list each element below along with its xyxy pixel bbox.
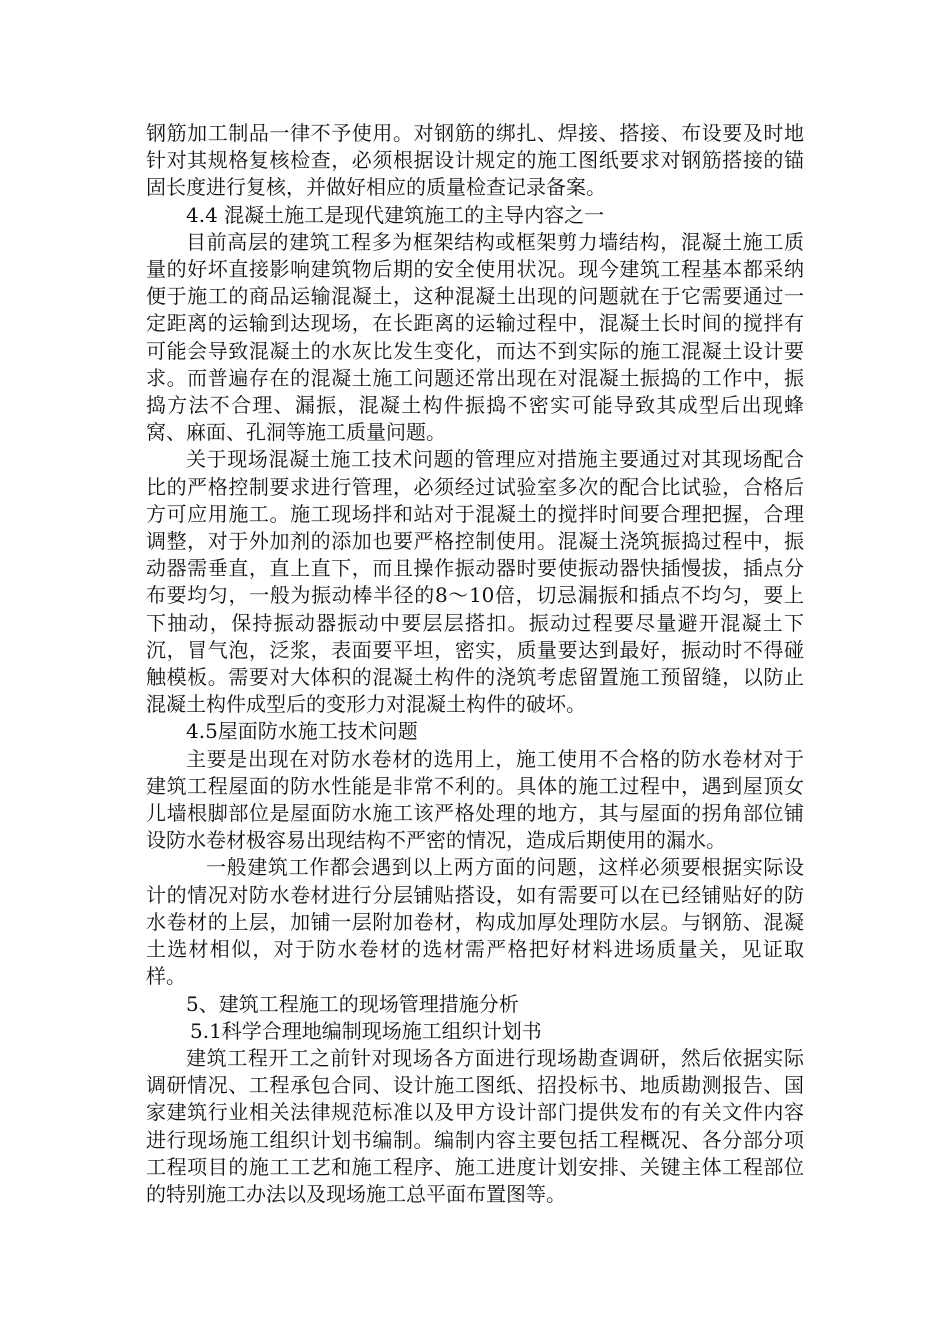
paragraph-rebar-inspection: 钢筋加工制品一律不予使用。对钢筋的绑扎、焊接、搭接、布设要及时地针对其规格复核检查，必须根据设计规定的施工图纸要求对钢筋搭接的锚固长度进行复核，并做好相应的质量检查记录备案。 — [146, 121, 804, 200]
section-heading-5-1: 5.1科学合理地编制现场施工组织计划书 — [190, 1018, 542, 1043]
paragraph-concrete-problems: 目前高层的建筑工程多为框架结构或框架剪力墙结构，混凝土施工质量的好坏直接影响建筑物后期的安全使用状况。现今建筑工程基本都采纳便于施工的商品运输混凝土，这种混凝土出现的问题就在于它需要通过一定距离的运输到达现场，在长距离的运输过程中，混凝土长时间的搅拌有可能会导致混凝土的水灰比发生变化，而达不到实际的施工混凝土设计要求。而普遍存在的混凝土施工问题还常出现在对混凝土振捣的工作中，振捣方法不合理、漏振，混凝土构件振捣不密实可能导致其成型后出现蜂窝、麻面、孔洞等施工质量问题。 — [146, 229, 804, 445]
paragraph-waterproof-measures: 一般建筑工作都会遇到以上两方面的问题，这样必须要根据实际设计的情况对防水卷材进行分层铺贴搭设，如有需要可以在已经铺贴好的防水卷材的上层，加铺一层附加卷材，构成加厚处理防水层。与钢筋、混凝土选材相似，对于防水卷材的选材需严格把好材料进场质量关，见证取样。 — [146, 855, 804, 989]
section-heading-5: 5、建筑工程施工的现场管理措施分析 — [186, 991, 519, 1016]
paragraph-construction-plan: 建筑工程开工之前针对现场各方面进行现场勘查调研，然后依据实际调研情况、工程承包合同、设计施工图纸、招投标书、地质勘测报告、国家建筑行业相关法律规范标准以及甲方设计部门提供发布的有关文件内容进行现场施工组织计划书编制。编制内容主要包括工程概况、各分部分项工程项目的施工工艺和施工程序、施工进度计划安排、关键主体工程部位的特别施工办法以及现场施工总平面布置图等。 — [146, 1045, 804, 1206]
section-heading-4-4: 4.4 混凝土施工是现代建筑施工的主导内容之一 — [186, 202, 605, 227]
section-heading-4-5: 4.5屋面防水施工技术问题 — [186, 719, 418, 744]
document-page — [146, 120, 804, 1208]
paragraph-waterproof-problems: 主要是出现在对防水卷材的选用上，施工使用不合格的防水卷材对于建筑工程屋面的防水性能是非常不利的。具体的施工过程中，遇到屋顶女儿墙根脚部位是屋面防水施工该严格处理的地方，其与屋面的拐角部位铺设防水卷材极容易出现结构不严密的情况，造成后期使用的漏水。 — [146, 746, 804, 853]
paragraph-concrete-measures: 关于现场混凝土施工技术问题的管理应对措施主要通过对其现场配合比的严格控制要求进行管理，必须经过试验室多次的配合比试验，合格后方可应用施工。施工现场拌和站对于混凝土的搅拌时间要合理把握，合理调整，对于外加剂的添加也要严格控制使用。混凝土浇筑振捣过程中，振动器需垂直，直上直下，而且操作振动器时要使振动器快插慢拔，插点分布要均匀，一般为振动棒半径的8～10倍，切忌漏振和插点不均匀，要上下抽动，保持振动器振动中要层层搭扣。振动过程要尽量避开混凝土下沉，冒气泡，泛浆，表面要平坦，密实，质量要达到最好，振动时不得碰触模板。需要对大体积的混凝土构件的浇筑考虑留置施工预留缝，以防止混凝土构件成型后的变形力对混凝土构件的破坏。 — [146, 447, 804, 717]
